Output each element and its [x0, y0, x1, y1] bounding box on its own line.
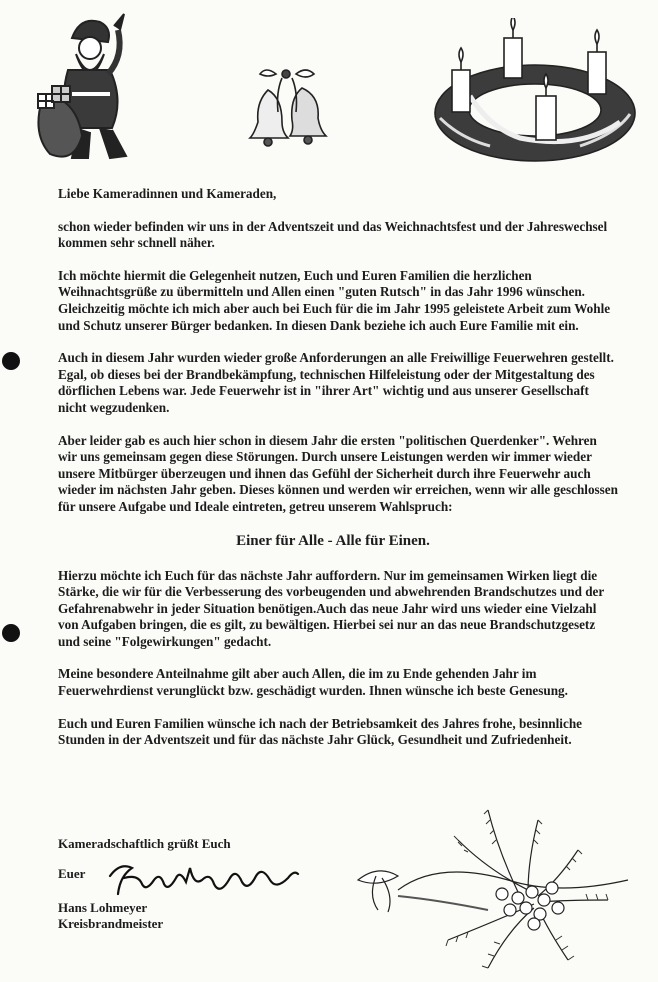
paragraph-3: Auch in diesem Jahr wurden wieder große Anforderungen an alle Freiwillige Feuerwehren gestellt. Egal, ob dieses bei der Brandbekämpfung, technischen Hilfeleistung oder der Mitgestaltung des dörflichen Lebens war. Jede Feuerwehr ist in "ihrer Art" wichtig und aus unserer Gesellschaft nicht wegzudenken. — [58, 350, 614, 415]
closing-phrase: Kameradschaftlich grüßt Euch — [58, 836, 231, 851]
paragraph-6: Meine besondere Anteilnahme gilt aber auch Allen, die im zu Ende gehenden Jahr im Feuerwehrdienst verunglückt bzw. geschädigt wurden. Ihnen wünsche ich beste Genesung. — [58, 666, 568, 699]
signatory-title: Kreisbrandmeister — [58, 916, 164, 931]
punch-hole-top — [2, 352, 20, 370]
paragraph-5: Hierzu möchte ich Euch für das nächste Jahr auffordern. Nur im gemeinsamen Wirken liegt die Stärke, die wir für die Verbesserung des vorbeugenden und abwehrenden Brandschutzes und der Gefahrenabwehr in jeder Situation benötigen.Auch das neue Jahr wird uns wieder eine Vielzahl von Aufgaben bringen, die es gilt, zu bewältigen. Hierbei sei nur an das neue Brandschutzgesetz und seine "Folgewirkungen" gedacht. — [58, 567, 605, 649]
santa-claus-illustration — [28, 8, 148, 166]
letter-body — [58, 186, 618, 765]
christmas-bells-illustration — [246, 62, 332, 148]
letter-greeting: Liebe Kameradinnen und Kameraden, — [58, 186, 277, 201]
signatory-name: Hans Lohmeyer — [58, 900, 148, 915]
fir-branch-ornament-illustration — [338, 800, 638, 976]
paragraph-1: schon wieder befinden wir uns in der Adventszeit und das Weichnachtsfest und der Jahreswechsel kommen sehr schnell näher. — [58, 218, 608, 251]
paragraph-4: Aber leider gab es auch hier schon in diesem Jahr die ersten "politischen Querdenker". Wehren wir uns gemeinsam gegen diese Störungen. Durch unsere Leistungen werden wir immer wieder unsere Mitbürger überzeugen und ihnen das Gefühl der Sicherheit durch ihre Feuerwehr auch wieder im nächsten Jahr geben. Dieses können und werden wir erreichen, wenn wir alle geschlossen für unsere Aufgabe und Ideale eintreten, getreu unserem Wahlspruch: — [58, 432, 618, 514]
paragraph-7: Euch und Euren Familien wünsche ich nach der Betriebsamkeit des Jahres frohe, besinnliche Stunden in der Adventszeit und für das nächste Jahr Glück, Gesundheit und Zufriedenheit. — [58, 715, 583, 748]
motto: Einer für Alle - Alle für Einen. — [236, 532, 430, 549]
closing-euer: Euer — [58, 866, 86, 881]
advent-wreath-illustration — [430, 18, 640, 168]
handwritten-signature — [102, 856, 302, 900]
paragraph-2: Ich möchte hiermit die Gelegenheit nutzen, Euch und Euren Familien die herzlichen Weihnachtsgrüße zu übermitteln und Allen einen "guten Rutsch" in das Jahr 1996 wünschen. Gleichzeitig möchte ich mich aber auch bei Euch für die im Jahr 1995 geleistete Arbeit zum Wohle und Schutz unserer Bürger bedanken. In diesen Dank beziehe ich auch Eure Familie mit ein. — [58, 267, 611, 333]
punch-hole-bottom — [2, 624, 20, 642]
